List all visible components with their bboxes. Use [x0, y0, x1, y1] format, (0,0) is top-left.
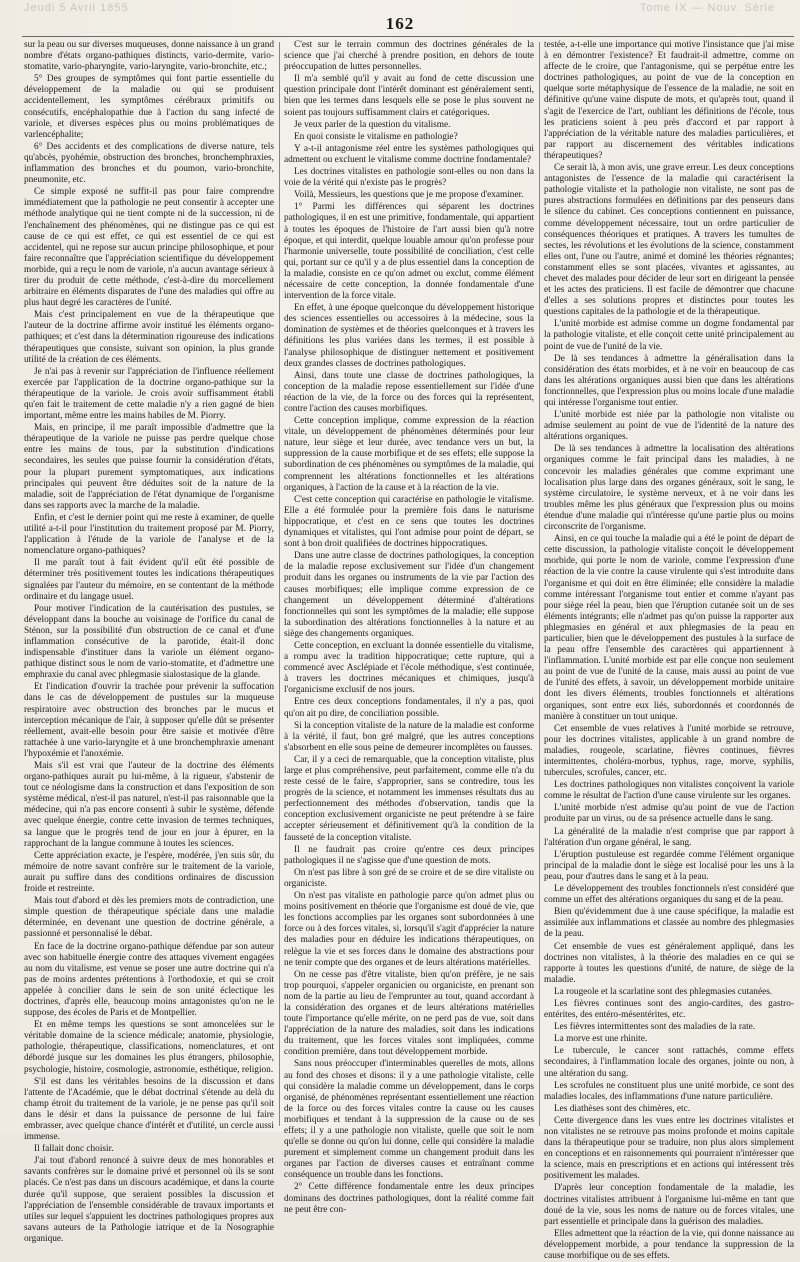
- paragraph: Le développement des troubles fonctionnels n'est considéré que comme un effet des altérations organiques du sang et de la peau.: [544, 884, 794, 906]
- bleed-through-text-right: Tome IX — Nouv. Série: [640, 2, 776, 14]
- paragraph: J'ai tout d'abord renoncé à suivre deux de mes honorables et savants confrères sur le domaine privé et personnel où ils se sont placés. Ce n'est pas dans un discours académique, et dans la courte durée qu'il suppose, que seraient possibles la discussion et l'appréciation de l'ensemble considérable de travaux importants et utiles sur lequel s'appuient les doctrines pathologiques propres aux savans auteurs de la Pathologie iatrique et de la Nosographie organique.: [24, 1156, 274, 1244]
- paragraph: 1° Parmi les différences qui séparent les doctrines pathologiques, il en est une primitive, fondamentale, qui appartient à toutes les époques de l'histoire de l'art aussi bien qu'à notre époque, et qui interdit, quelque louable amour qu'on professe pour l'harmonie universelle, toute possibilité de conciliation, c'est celle qui, portant sur ce qu'il y a de plus essentiel dans la conception de la maladie, consiste en ce qu'on admet ou exclut, comme élément nécessaire de cette conception, la donnée fondamentale d'une intervention de la force vitale.: [284, 202, 534, 302]
- paragraph: Le tubercule, le cancer sont rattachés, comme effets secondaires, à l'inflammation locale des organes, jointe ou non, à une altération du sang.: [544, 1046, 794, 1079]
- paragraph: Entre ces deux conceptions fondamentales, il n'y a pas, quoi qu'on ait pu dire, de conciliation possible.: [284, 697, 534, 719]
- paragraph: Enfin, et c'est le dernier point qui me reste à examiner, de quelle utilité a-t-il pour l'institution du traitement proposé par M. Piorry, l'application à l'étude de la variole de l'analyse et de la nomenclature organo-pathiques?: [24, 512, 274, 557]
- paragraph: testée, a-t-elle une importance qui motive l'insistance que j'ai mise à en démontrer l'existence? Et faudrait-il admettre, comme on affecte de le croire, que l'antagonisme, qui se perpétue entre les doctrines pathologiques, au point de vue de la conception en quelque sorte métaphysique de l'essence de la maladie, ne soit en définitive qu'une vaine dispute de mots, et qu'après tout, quand il s'agit de l'exercice de l'art, oubliant les définitions de l'école, tous les praticiens soient à peu près d'accord et par rapport à l'appréciation de la véritable nature des maladies particulières, et par rapport au discernement des véritables indications thérapeutiques?: [544, 40, 794, 161]
- column-3: [544, 40, 794, 1262]
- paragraph: Ainsi, dans toute une classe de doctrines pathologiques, la conception de la maladie repose essentiellement sur l'idée d'une réaction de la vie, de la force ou des forces qui la représentent, contre l'action des causes morbifiques.: [284, 370, 534, 414]
- paragraph: Les doctrines pathologiques non vitalistes conçoivent la variole comme le résultat de l'action d'une cause virulente sur les organes.: [544, 780, 794, 802]
- header-rule: [22, 36, 794, 37]
- paragraph: S'il est dans les véritables besoins de la discussion et dans l'attente de l'Académie, que le débat doctrinal s'étende au delà du champ étroit du traitement de la variole, je ne pense pas qu'il soit dans le désir et dans la puissance de personne de lui faire embrasser, avec quelque chance d'intérêt et d'utilité, un cercle aussi immense.: [24, 1076, 275, 1143]
- paragraph: Et l'indication d'ouvrir la trachée pour prévenir la suffocation dans le cas de développement de pustules sur la muqueuse respiratoire avec obstruction des bronches par le mucus et interception mécanique de l'air, à supposer qu'elle dût se présenter réellement, avait-elle besoin pour être saisie et motivée d'être rattachée à une vario-laryngite et à une bronchemphraxie amenant l'hypoxémie et l'anoxémie.: [24, 682, 274, 759]
- paragraph: Les fièvres continues sont des angio-cardites, des gastro-entérites, des entéro-mésentérites, etc.: [544, 998, 794, 1021]
- paragraph: Cette divergence dans les vues entre les doctrines vitalistes et non vitalistes ne se retrouve pas moins profonde et moins capitale dans la thérapeutique pour se traduire, non plus alors simplement en conceptions et en raisonnements qui pourraient n'intéresser que la science, mais en prescriptions et en actions qui intéressent très positivement les malades.: [544, 1115, 794, 1182]
- paragraph: Ce serait là, à mon avis, une grave erreur. Les deux conceptions antagonistes de l'essence de la maladie qui caractérisent la pathologie vitaliste et la pathologie non vitaliste, ne sont pas de pures abstractions formulées en définitions par des penseurs dans le silence du cabinet. Ces conceptions contiennent en puissance, comme développement nécessaire, tout un ordre particulier de conséquences théoriques et pratiques. A travers les tumultes de sectes, les révolutions et les évolutions de la science, constamment elles ont, l'une ou l'autre, animé et dominé les théories régnantes; constamment elles se sont placées, vivantes et agissantes, au chevet des malades pour décider de leur sort en dirigeant la pensée et les actes des praticiens. Il est facile de démontrer que chacune d'elles a ses solutions propres et distinctes pour toutes les questions capitales de la pathologie et de la thérapeutique.: [544, 163, 794, 318]
- paragraph: Il fallait donc choisir.: [34, 1144, 114, 1155]
- paragraph: Voilà, Messieurs, les questions que je me propose d'examiner.: [294, 190, 524, 201]
- paragraph: De là ses tendances à admettre la généralisation dans la considération des états morbides, et à ne voir en beaucoup de cas dans les altérations organiques aussi bien que dans les altérations fonctionnelles, que l'expression plus ou moins locale d'une maladie qui intéresse l'organisme tout entier.: [544, 353, 794, 408]
- paragraph: Mais s'il est vrai que l'auteur de la doctrine des éléments organo-pathiques aurait pu lui-même, à la rigueur, s'abstenir de tout ce néologisme dans la construction et dans l'exposition de son système médical, n'est-il pas naturel, n'est-il pas raisonnable que la médecine, qui n'a pas encore consenti à subir le système, défende avec quelque énergie, contre cette invasion de termes techniques, sa langue que le progrès tend de jour en jour à épurer, en la rapprochant de la langue commune à toutes les sciences.: [24, 761, 274, 849]
- paragraph: Il m'a semblé qu'il y avait au fond de cette discussion une question principale dont l'intérêt dominant est généralement senti, bien que les termes dans lesquels elle se pose le plus souvent ne soient pas toujours suffisamment clairs et catégoriques.: [284, 74, 534, 118]
- paragraph: 2° Cette différence fondamentale entre les deux principes dominans des doctrines pathologiques, dont la réalité comme fait ne peut être con-: [284, 1182, 534, 1215]
- paragraph: Sans nous préoccuper d'interminables querelles de mots, allons au fond des choses et disons: il y a une pathologie vitaliste, celle qui considère la maladie comme un développement, dans le corps organisé, de phénomènes représentant essentiellement une réaction de la force ou des forces vitales contre la cause ou les causes morbifiques et tendant à la suppression de la cause ou de ses effets; il y a une pathologie non vitaliste, quelle que soit le nom qu'elle se donne ou qu'on lui donne, celle qui considère la maladie purement et simplement comme un changement produit dans les organes par l'action de diverses causes et entraînant comme conséquence un trouble dans les fonctions.: [284, 1059, 534, 1181]
- column-1: [24, 40, 275, 1244]
- paragraph: C'est cette conception qui caractérise en pathologie le vitalisme. Elle a été formulée pour la première fois dans le naturisme hippocratique, et c'est en ce sens que toutes les doctrines dynamiques et vitalistes, qui l'ont admise pour point de départ, se sont à bon droit qualifiées de doctrines hippocratiques.: [284, 494, 534, 550]
- paragraph: Dans une autre classe de doctrines pathologiques, la conception de la maladie repose exclusivement sur l'idée d'un changement produit dans les organes ou instruments de la vie par l'action des causes morbifiques; elle implique comme expression de ce changement un développement déterminé d'altérations fonctionnelles qui sont les symptômes de la maladie; elle suppose la subordination des altérations fonctionnelles à la nature et au siège des changements organiques.: [284, 551, 534, 639]
- paragraph: La rougeole et la scarlatine sont des phlegmasies cutanées.: [554, 986, 773, 997]
- paragraph: Les fièvres intermittentes sont des maladies de la rate.: [554, 1022, 756, 1033]
- page-number: 162: [385, 14, 415, 33]
- paragraph: En effet, à une époque quelconque du développement historique des sciences essentielles ou accessoires à la médecine, sous la domination de systèmes et de théories quelconques et à travers les définitions les plus variées dans les termes, il est possible à l'analyse philosophique de distinguer nettement et positivement deux grandes classes de doctrines pathologiques.: [284, 303, 534, 369]
- paragraph: 6° Des accidents et des complications de diverse nature, tels qu'abcès, pyohémie, obstruction des bronches, bronchemphraxies, inflammation des bronches et du poumon, vario-bronchite, pneumonite, etc.: [24, 141, 274, 186]
- paragraph: L'éruption pustuleuse est regardée comme l'élément organique principal de la maladie dont le siège est localisé pour les uns à la peau, pour d'autres dans le sang et à la peau.: [544, 849, 794, 882]
- paragraph: sur la peau ou sur diverses muqueuses, donne naissance à un grand nombre d'états organo-pathiques distincts, vario-dermite, vario-stomatite, vario-pharyngite, vario-laryngite, vario-bronchite, etc.;: [24, 40, 274, 73]
- paragraph: Les scrofules ne constituent plus une unité morbide, ce sont des maladies locales, des inflammations d'une nature particulière.: [544, 1080, 794, 1102]
- paragraph: Je veux parler de la question du vitalisme.: [294, 119, 451, 130]
- bleed-through-text-left: Jeudi 5 Avril 1855: [24, 2, 129, 14]
- paragraph: L'unité morbide est niée par la pathologie non vitaliste ou admise seulement au point de vue de l'identité de la nature des altérations organiques.: [544, 410, 794, 443]
- paragraph: Mais, en principe, il me paraît impossible d'admettre que la thérapeutique de la variole ne puisse pas perdre quelque chose entre les mains de tous, par la substitution d'indications secondaires, les seules que puisse fournir la considération d'états, pour la plupart purement symptomatiques, aux indications principales qui peuvent être déduites soit de la nature de la maladie, soit de l'appréciation de l'état dynamique de l'organisme dans ses rapports avec la marche de la maladie.: [24, 423, 274, 511]
- paragraph: La morve est une rhinite.: [554, 1034, 648, 1045]
- paragraph: Cette conception, en excluant la donnée essentielle du vitalisme, a rompu avec la tradition hippocratique; cette rupture, qui a commencé avec Asclépiade et l'école méthodique, s'est continuée, à travers les doctrines mécaniques et chimiques, jusqu'à l'organicisme exclusif de nos jours.: [284, 640, 534, 696]
- paragraph: La généralité de la maladie n'est comprise que par rapport à l'altération d'un organe général, le sang.: [544, 826, 794, 848]
- paragraph: Les doctrines vitalistes en pathologie sont-elles ou non dans la voie de la vérité qui n'existe pas le progrès?: [284, 167, 534, 189]
- paragraph: En face de la doctrine organo-pathique défendue par son auteur avec son habituelle énergie contre des attaques vivement engagées au nom du vitalisme, est venue se poser une autre doctrine qui n'a pas de moins ardentes prétentions à l'orthodoxie, et qui se croit appelée à concilier dans le sein de son unité éclectique les doctrines, d'après elle, beaucoup moins antagonistes qu'on ne le suppose, des écoles de Paris et de Montpellier.: [24, 941, 274, 1019]
- paragraph: 5° Des groupes de symptômes qui font partie essentielle du développement de la maladie ou qui se produisent accidentellement, les symptômes cérébraux primitifs ou consécutifs, encéphalopathie due à l'action du sang infecté de variole, et diverses espèces plus ou moins problématiques de varlencéphalite;: [24, 74, 274, 140]
- paragraph: On ne cesse pas d'être vitaliste, bien qu'on préfère, je ne sais trop pourquoi, s'appeler organicien ou organiciste, en prenant son nom de la partie au lieu de l'emprunter au tout, quand accordant à la considération des organes et de leurs altérations matérielles toute l'importance qu'elle mérite, on ne perd pas de vue, soit dans l'appréciation de la nature des maladies, soit dans les indications du traitement, que les forces vitales sont impliquées, comme condition première, dans tout développement morbide.: [284, 969, 534, 1058]
- column-separator-2: [539, 42, 540, 1126]
- paragraph: Car, il y a ceci de remarquable, que la conception vitaliste, plus large et plus compréhensive, peut parfaitement, comme elle n'a du reste cessé de le faire, s'approprier, sans se contredire, tous les progrès de la science, et notamment les immenses résultats dus au perfectionnement des méthodes d'observation, tandis que la conception exclusivement organiciste ne peut prétendre à se faire accepter sérieusement et définitivement qu'à la condition de la fausseté de la conception vitaliste.: [284, 754, 534, 843]
- paragraph: Cet ensemble de vues est généralement appliqué, dans les doctrines non vitalistes, à la théorie des maladies en ce qui se rapporte à toutes les questions d'unité, de nature, de siège de la maladie.: [544, 941, 794, 985]
- paragraph: Cette conception implique, comme expression de la réaction vitale, un développement de phénomènes déterminés pour leur nature, leur siège et leur durée, avec tendance vers un but, la suppression de la cause morbifique et de ses effets; elle suppose la subordination de ces phénomènes ou symptômes de la maladie, qui comprennent les altérations fonctionnelles et les altérations organiques, à l'action de la cause et à la réaction de la vie.: [284, 416, 534, 493]
- paragraph: L'unité morbide est admise comme un dogme fondamental par la pathologie vitaliste, et elle conçoit cette unité principalement au point de vue de l'unité de la vie.: [544, 319, 794, 352]
- paragraph: Ce simple exposé ne suffit-il pas pour faire comprendre immédiatement que la pathologie ne peut consentir à accepter une méthode analytique qui ne tient compte ni de la succession, ni de l'enchaînement des phénomènes, qui ne distingue pas ce qui est cause de ce qui est effet, ce qui est essentiel de ce qui est accidentel, qui ne repose sur aucun principe philosophique, et pour faire reconnaître que l'appréciation scientifique du développement morbide, qui a reçu le nom de variole, n'a aucun avantage sérieux à tirer du produit de cette méthode, c'est-à-dire du morcellement arbitraire en éléments disparates de l'une des maladies qui offre au plus haut degré les caractères de l'unité.: [24, 187, 275, 309]
- paragraph: C'est sur le terrain commun des doctrines générales de la science que j'ai cherché à prendre position, en dehors de toute préoccupation de luttes personnelles.: [284, 40, 534, 73]
- paragraph: Pour motiver l'indication de la cautérisation des pustules, se développant dans la bouche au voisinage de l'orifice du canal de Sténon, sur la possibilité d'un obstruction de ce canal et d'une inflammation consécutive de la parotide, était-il donc indispensable d'instituer dans la variole un élément organo-pathique distinct sous le nom de vario-stomatite, et d'admettre une emphraxie du canal avec phlegmasie sialostasique de la glande.: [24, 603, 274, 681]
- paragraph: Il ne faudrait pas croire qu'entre ces deux principes pathologiques il ne s'agisse que d'une question de mots.: [284, 844, 534, 866]
- paragraph: Ainsi, en ce qui touche la maladie qui a été le point de départ de cette discussion, la pathologie vitaliste conçoit le développement morbide, qui porte le nom de variole, comme l'expression d'une réaction de la vie contre la cause virulente qui s'est introduite dans l'organisme et qui doit en être éliminée; elle considère la maladie comme intéressant l'organisme tout entier et comme n'ayant pas pour siège réel la peau, bien que l'éruption cutanée soit un de ses éléments intégrants; elle n'admet pas qu'on puisse la rapporter aux phlegmasies en général et aux phlegmasies de la peau en particulier, bien que le développement des pustules à la surface de la peau offre l'ensemble des caractères qui appartiennent à l'inflammation. L'unité morbide est par elle conçue non seulement au point de vue de l'unité de la cause, mais aussi au point de vue de l'unité des effets, à savoir, un développement morbide unitaire dont les divers éléments, troubles fonctionnels et altérations organiques, sont entre eux liés, subordonnés et coordonnés de manière à constituer un tout unique.: [544, 534, 794, 722]
- paragraph: Les diathèses sont des chimères, etc.: [554, 1103, 691, 1114]
- paragraph: Bien qu'évidemment due à une cause spécifique, la maladie est assimilée aux inflammations et classée au nombre des phlegmasies de la peau.: [544, 907, 794, 940]
- paragraph: On n'est pas vitaliste en pathologie parce qu'on admet plus ou moins positivement en théorie que l'organisme est doué de vie, que les fonctions accomplies par les organes sont subordonnées à une force ou à des forces vitales, si, lorsqu'il s'agit d'apprécier la nature des maladies pour en déduire les indications thérapeutiques, on relègue la vie et ses forces dans le domaine des abstractions pour ne tenir compte que des organes et de leurs altérations matérielles.: [284, 891, 534, 968]
- paragraph: Mais c'est principalement en vue de la thérapeutique que l'auteur de la doctrine affirme avoir institué les éléments organo-pathiques; et c'est dans la détermination rigoureuse des indications thérapeutiques que consiste, suivant son opinion, la plus grande utilité de la création de ces éléments.: [24, 310, 274, 365]
- paragraph: Y a-t-il antagonisme réel entre les systèmes pathologiques qui admettent ou excluent le vitalisme comme doctrine fondamentale?: [284, 143, 534, 165]
- paragraph: Elles admettent que la réaction de la vie, qui donne naissance au développement morbide, a pour tendance la suppression de la cause morbifique ou de ses effets.: [544, 1228, 794, 1262]
- paragraph: En quoi consiste le vitalisme en pathologie?: [294, 131, 458, 142]
- paragraph: Il me paraît tout à fait évident qu'il eût été possible de déterminer très positivement toutes les indications thérapeutiques signalées par l'auteur du mémoire, en se contentant de la méthode ordinaire et du langage usuel.: [24, 558, 274, 602]
- paragraph: Et en même temps les questions se sont amoncelées sur le véritable domaine de la science médicale; anatomie, physiologie, pathologie, thérapeutique, classifications, nomenclatures, et ont débordé jusque sur les domaines les plus étrangers, philosophie, psychologie, histoire, cosmologie, astronomie, esthétique, religion.: [24, 1020, 274, 1075]
- column-separator-1: [279, 42, 280, 1126]
- paragraph: Cet ensemble de vues relatives à l'unité morbide se retrouve, pour les doctrines vitalistes, applicable à un grand nombre de maladies, rougeole, scarlatine, fièvres continues, fièvres intermittentes, choléra-morbus, typhus, rage, morve, syphilis, tubercules, scrofules, cancer, etc.: [544, 723, 794, 779]
- paragraph: L'unité morbide n'est admise qu'au point de vue de l'action produite par un virus, ou de sa présence actuelle dans le sang.: [544, 803, 794, 825]
- paragraph: On n'est pas libre à son gré de se croire et de se dire vitaliste ou organiciste.: [284, 867, 534, 889]
- paragraph: Je n'ai pas à revenir sur l'appréciation de l'influence réellement exercée par l'application de la doctrine organo-pathique sur la thérapeutique de la variole. Je crois avoir suffisamment établi qu'en fait le traitement de cette maladie n'y a rien gagné de bien important, même entre les mains habiles de M. Piorry.: [24, 366, 274, 422]
- paragraph: Mais tout d'abord et dès les premiers mots de contradiction, une simple question de thérapeutique spéciale dans une maladie déterminée, en devenant une question de doctrine générale, a passionné et personnalisé le débat.: [24, 896, 274, 940]
- paragraph: De là ses tendances à admettre la localisation des altérations organiques comme le fait principal dans les maladies, à ne concevoir les maladies générales que comme exprimant une localisation plus large dans des organes généraux, soit le sang, le système circulatoire, le système nerveux, et à ne voir dans les troubles même les plus généraux que l'expression plus ou moins étendue d'une maladie qui n'intéresse qu'une partie plus ou moins circonscrite de l'organisme.: [544, 444, 794, 533]
- column-2: [284, 40, 534, 1215]
- paragraph: D'après leur conception fondamentale de la maladie, les doctrines vitalistes attribuent à l'organisme lui-même en tant que doué de la vie, sous les noms de nature ou de forces vitales, une part essentielle et principale dans la guérison des maladies.: [544, 1183, 794, 1227]
- paragraph: Si la conception vitaliste de la nature de la maladie est conforme à la vérité, il faut, bon gré malgré, que les autres conceptions s'absorbent en elle sous peine de demeurer incomplètes ou fausses.: [284, 720, 534, 753]
- paragraph: Cette appréciation exacte, je l'espère, modérée, j'en suis sûr, du mémoire de notre savant confrère sur le traitement de la variole, aurait pu suffire dans des conditions ordinaires de discussion froide et restreinte.: [24, 850, 274, 895]
